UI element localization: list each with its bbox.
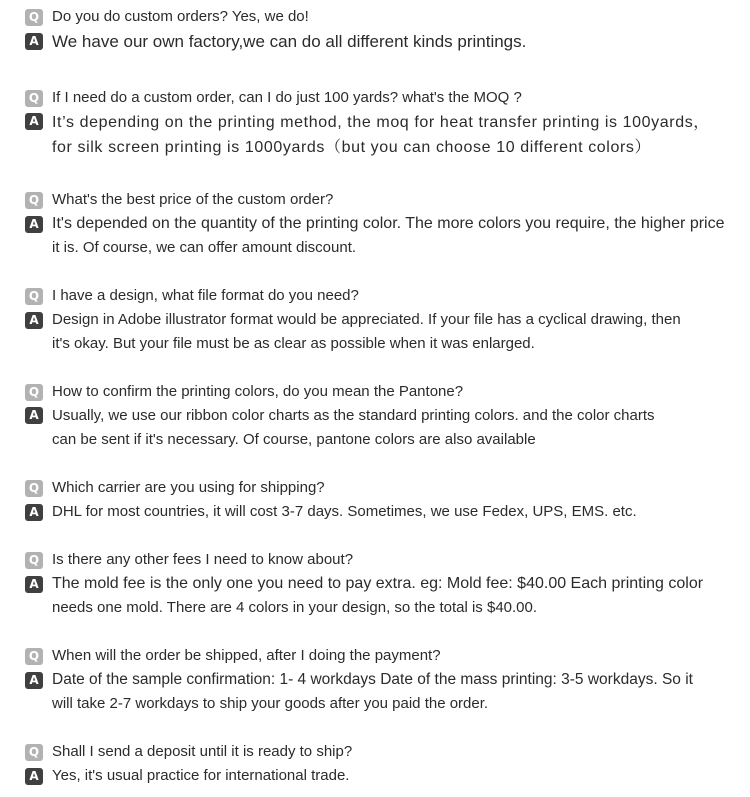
answer-text: Usually, we use our ribbon color charts as the standard printing colors. and the color charts bbox=[52, 407, 655, 424]
answer-badge: A bbox=[25, 504, 43, 521]
answer-badge: A bbox=[25, 576, 43, 593]
answer-badge: A bbox=[25, 407, 43, 424]
answer-badge: A bbox=[25, 768, 43, 785]
question-badge: Q bbox=[25, 288, 43, 305]
answer-badge: A bbox=[25, 113, 43, 130]
question-text: How to confirm the printing colors, do you mean the Pantone? bbox=[52, 383, 464, 400]
answer-badge: A bbox=[25, 216, 43, 233]
question-badge: Q bbox=[25, 384, 43, 401]
answer-text: It's depended on the quantity of the printing color. The more colors you require, the higher price bbox=[52, 215, 725, 232]
question-badge: Q bbox=[25, 648, 43, 665]
question-badge: Q bbox=[25, 744, 43, 761]
answer-text: Design in Adobe illustrator format would be appreciated. If your file has a cyclical drawing, then bbox=[52, 311, 681, 328]
answer-text: will take 2-7 workdays to ship your goods after you paid the order. bbox=[52, 695, 489, 712]
answer-badge: A bbox=[25, 312, 43, 329]
question-text: What's the best price of the custom order? bbox=[52, 191, 334, 208]
answer-text: it's okay. But your file must be as clear as possible when it was enlarged. bbox=[52, 335, 535, 352]
question-badge: Q bbox=[25, 480, 43, 497]
answer-text: The mold fee is the only one you need to pay extra. eg: Mold fee: $40.00 Each printing color bbox=[52, 575, 704, 592]
answer-text: It’s depending on the printing method, the moq for heat transfer printing is 100yards， bbox=[52, 114, 710, 131]
answer-text: needs one mold. There are 4 colors in your design, so the total is $40.00. bbox=[52, 599, 538, 616]
question-text: I have a design, what file format do you need? bbox=[52, 287, 359, 304]
answer-text: it is. Of course, we can offer amount discount. bbox=[52, 239, 357, 256]
answer-text: can be sent if it's necessary. Of course, pantone colors are also available bbox=[52, 431, 536, 448]
question-badge: Q bbox=[25, 90, 43, 107]
question-text: Is there any other fees I need to know about? bbox=[52, 551, 354, 568]
question-badge: Q bbox=[25, 192, 43, 209]
question-badge: Q bbox=[25, 552, 43, 569]
question-badge: Q bbox=[25, 9, 43, 26]
answer-badge: A bbox=[25, 33, 43, 50]
answer-text: DHL for most countries, it will cost 3-7 days. Sometimes, we use Fedex, UPS, EMS. etc. bbox=[52, 503, 637, 520]
answer-text: Date of the sample confirmation: 1- 4 workdays Date of the mass printing: 3-5 workdays. So it bbox=[52, 671, 693, 688]
answer-text: We have our own factory,we can do all different kinds printings. bbox=[52, 32, 527, 51]
answer-badge: A bbox=[25, 672, 43, 689]
question-text: Which carrier are you using for shipping? bbox=[52, 479, 325, 496]
question-text: When will the order be shipped, after I doing the payment? bbox=[52, 647, 441, 664]
question-text: Shall I send a deposit until it is ready to ship? bbox=[52, 743, 353, 760]
question-text: Do you do custom orders? Yes, we do! bbox=[52, 8, 309, 25]
answer-text: for silk screen printing is 1000yards（but you can choose 10 different colors） bbox=[52, 139, 652, 156]
answer-text: Yes, it's usual practice for international trade. bbox=[52, 767, 350, 784]
question-text: If I need do a custom order, can I do just 100 yards? what's the MOQ ? bbox=[52, 89, 522, 106]
